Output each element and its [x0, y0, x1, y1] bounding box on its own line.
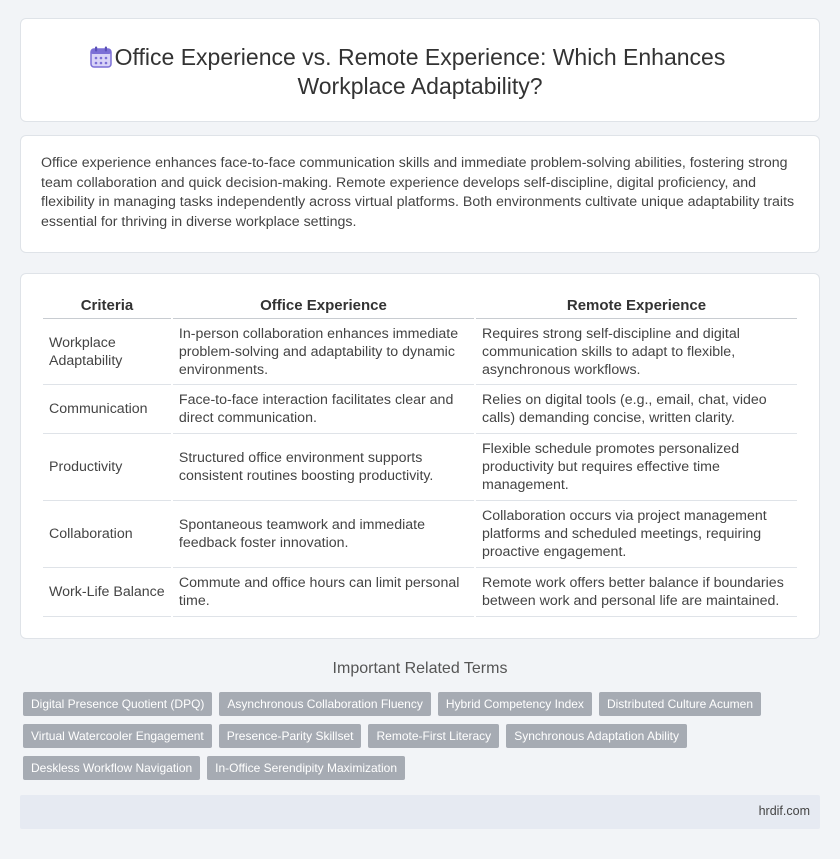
- comparison-table-card: [20, 273, 820, 639]
- summary-text: Office experience enhances face-to-face communication skills and immediate problem-solving abilities, fostering strong team collaboration and quick decision-making. Remote experience develops self-discipline, digital proficiency, and flexibility in managing tasks independently across virtual platforms. Both environments cultivate unique adaptability traits essential for thriving in diverse workplace settings.: [41, 155, 795, 230]
- footer: [20, 795, 820, 829]
- header-criteria: Criteria: [43, 296, 171, 319]
- related-term-tag[interactable]: Presence-Parity Skillset: [219, 724, 362, 748]
- related-terms-list: [23, 692, 813, 780]
- page-title: Office Experience vs. Remote Experience: Which Enhances Workplace Adaptability?: [114, 44, 726, 99]
- related-term-tag[interactable]: Virtual Watercooler Engagement: [23, 724, 212, 748]
- related-term-tag[interactable]: In-Office Serendipity Maximization: [207, 756, 405, 780]
- related-term-tag[interactable]: Digital Presence Quotient (DPQ): [23, 692, 212, 716]
- related-term-tag[interactable]: Deskless Workflow Navigation: [23, 756, 200, 780]
- footer-site-link[interactable]: hrdif.com: [758, 804, 810, 818]
- related-term-tag[interactable]: Asynchronous Collaboration Fluency: [219, 692, 430, 716]
- table-row: [43, 568, 797, 617]
- office-cell: Commute and office hours can limit personal time.: [173, 568, 474, 617]
- criteria-cell: Productivity: [43, 434, 171, 501]
- header-remote: Remote Experience: [476, 296, 797, 319]
- table-row: [43, 434, 797, 501]
- office-cell: In-person collaboration enhances immediate problem-solving and adaptability to dynamic environments.: [173, 319, 474, 385]
- related-terms-title: Important Related Terms: [332, 660, 508, 677]
- remote-cell: Collaboration occurs via project management platforms and scheduled meetings, requiring proactive engagement.: [476, 501, 797, 568]
- related-term-tag[interactable]: Remote-First Literacy: [368, 724, 499, 748]
- criteria-cell: Communication: [43, 385, 171, 434]
- office-cell: Structured office environment supports consistent routines boosting productivity.: [173, 434, 474, 501]
- office-cell: Spontaneous teamwork and immediate feedback foster innovation.: [173, 501, 474, 568]
- remote-cell: Requires strong self-discipline and digital communication skills to adapt to flexible, asynchronous workflows.: [476, 319, 797, 385]
- summary-card: [20, 135, 820, 253]
- header-card: [20, 18, 820, 122]
- related-term-tag[interactable]: Synchronous Adaptation Ability: [506, 724, 687, 748]
- remote-cell: Relies on digital tools (e.g., email, chat, video calls) demanding concise, written clarity.: [476, 385, 797, 434]
- remote-cell: Flexible schedule promotes personalized productivity but requires effective time management.: [476, 434, 797, 501]
- office-cell: Face-to-face interaction facilitates clear and direct communication.: [173, 385, 474, 434]
- criteria-cell: Workplace Adaptability: [43, 319, 171, 385]
- table-header-row: [43, 296, 797, 319]
- criteria-cell: Work-Life Balance: [43, 568, 171, 617]
- remote-cell: Remote work offers better balance if boundaries between work and personal life are maintained.: [476, 568, 797, 617]
- table-row: [43, 385, 797, 434]
- table-row: [43, 501, 797, 568]
- related-term-tag[interactable]: Hybrid Competency Index: [438, 692, 592, 716]
- related-term-tag[interactable]: Distributed Culture Acumen: [599, 692, 761, 716]
- header-office: Office Experience: [173, 296, 474, 319]
- table-row: [43, 319, 797, 385]
- criteria-cell: Collaboration: [43, 501, 171, 568]
- comparison-table: [41, 296, 799, 617]
